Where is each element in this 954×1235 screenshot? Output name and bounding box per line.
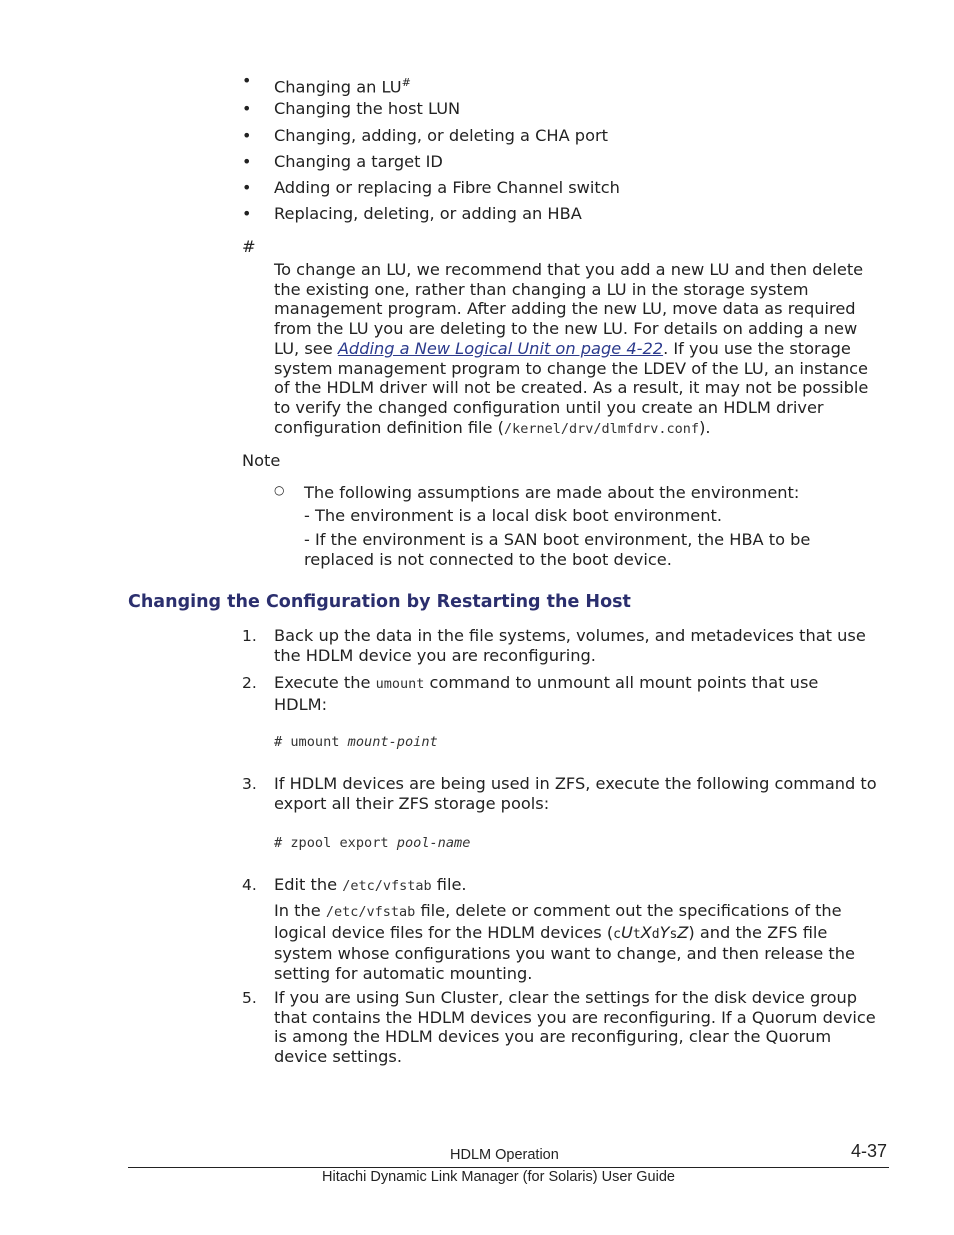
code-sample: # umount mount-point (274, 734, 438, 750)
section-heading: Changing the Configuration by Restarting the Host (128, 592, 631, 612)
code-sample: # zpool export pool-name (274, 835, 471, 851)
list-item: Changing, adding, or deleting a CHA port (274, 126, 608, 145)
list-item: Changing the host LUN (274, 99, 461, 118)
step-text: Execute the umount command to unmount all mount points that use HDLM: (274, 673, 819, 714)
step-number: 2. (242, 674, 257, 692)
bullet-glyph: • (242, 152, 252, 171)
step-number: 4. (242, 876, 257, 894)
circle-bullet-icon: ○ (274, 483, 285, 497)
step-text: Back up the data in the file systems, volumes, and metadevices that use the HDLM device you are reconfiguring. (274, 626, 866, 665)
note-line: The following assumptions are made about the environment: (304, 483, 800, 502)
note-line: - If the environment is a SAN boot environment, the HBA to be replaced is not connected to the boot device. (304, 530, 811, 569)
page-number: 4-37 (851, 1141, 888, 1161)
list-item: Replacing, deleting, or adding an HBA (274, 204, 582, 223)
list-item: Adding or replacing a Fibre Channel switch (274, 178, 620, 197)
step-text: Edit the /etc/vfstab file. (274, 875, 467, 894)
footnote-mark: # (242, 237, 256, 256)
footnote-marker: # (401, 76, 411, 89)
step-text: If HDLM devices are being used in ZFS, execute the following command to export all their ZFS storage pools: (274, 774, 877, 813)
note-line: - The environment is a local disk boot environment. (304, 506, 723, 525)
bullet-glyph: • (242, 204, 252, 223)
step-number: 1. (242, 627, 257, 645)
step-paragraph: In the /etc/vfstab file, delete or comment out the specifications of the logical device files for the HDLM devices (cUtXdYsZ) and the ZFS file system whose configurations you want to change, and then release the setting for automatic mounting. (274, 901, 855, 984)
bullet-glyph: • (242, 178, 252, 197)
step-text: If you are using Sun Cluster, clear the settings for the disk device group that contains the HDLM devices you are reconfiguring. If a Quorum device is among the HDLM devices you are reconfiguring, clear the Quorum device settings. (274, 988, 876, 1067)
list-item: Changing an LU# (274, 76, 411, 97)
cross-reference-link[interactable]: Adding a New Logical Unit on page 4-22 (337, 338, 664, 358)
bullet-glyph: • (242, 99, 252, 118)
footer-section: HDLM Operation (450, 1147, 559, 1163)
note-label: Note (242, 451, 281, 470)
footer-divider (128, 1167, 889, 1168)
step-number: 5. (242, 989, 257, 1007)
file-path: /kernel/drv/dlmfdrv.conf (503, 420, 700, 437)
file-path: /etc/vfstab (342, 878, 432, 894)
step-number: 3. (242, 775, 257, 793)
footnote-paragraph: To change an LU, we recommend that you add a new LU and then delete the existing one, rather than changing a LU in the storage system management program. After adding the new LU, move data as required from the LU you are deleting to the new LU. For details on adding a new LU, see Adding a New Logical Unit on page 4-22. If you use the storage system management program to change the LDEV of the LU, an instance of the HDLM driver will not be created. As a result, it may not be possible to verify the changed configuration until you create an HDLM driver configuration definition file (/kernel/drv/dlmfdrv.conf). (274, 260, 869, 437)
command: umount (375, 676, 425, 692)
bullet-glyph: • (242, 126, 252, 145)
file-path: /etc/vfstab (325, 904, 416, 920)
list-item: Changing a target ID (274, 152, 443, 171)
footer-guide-title: Hitachi Dynamic Link Manager (for Solaris) User Guide (322, 1169, 675, 1185)
bullet-glyph: • (242, 71, 252, 90)
